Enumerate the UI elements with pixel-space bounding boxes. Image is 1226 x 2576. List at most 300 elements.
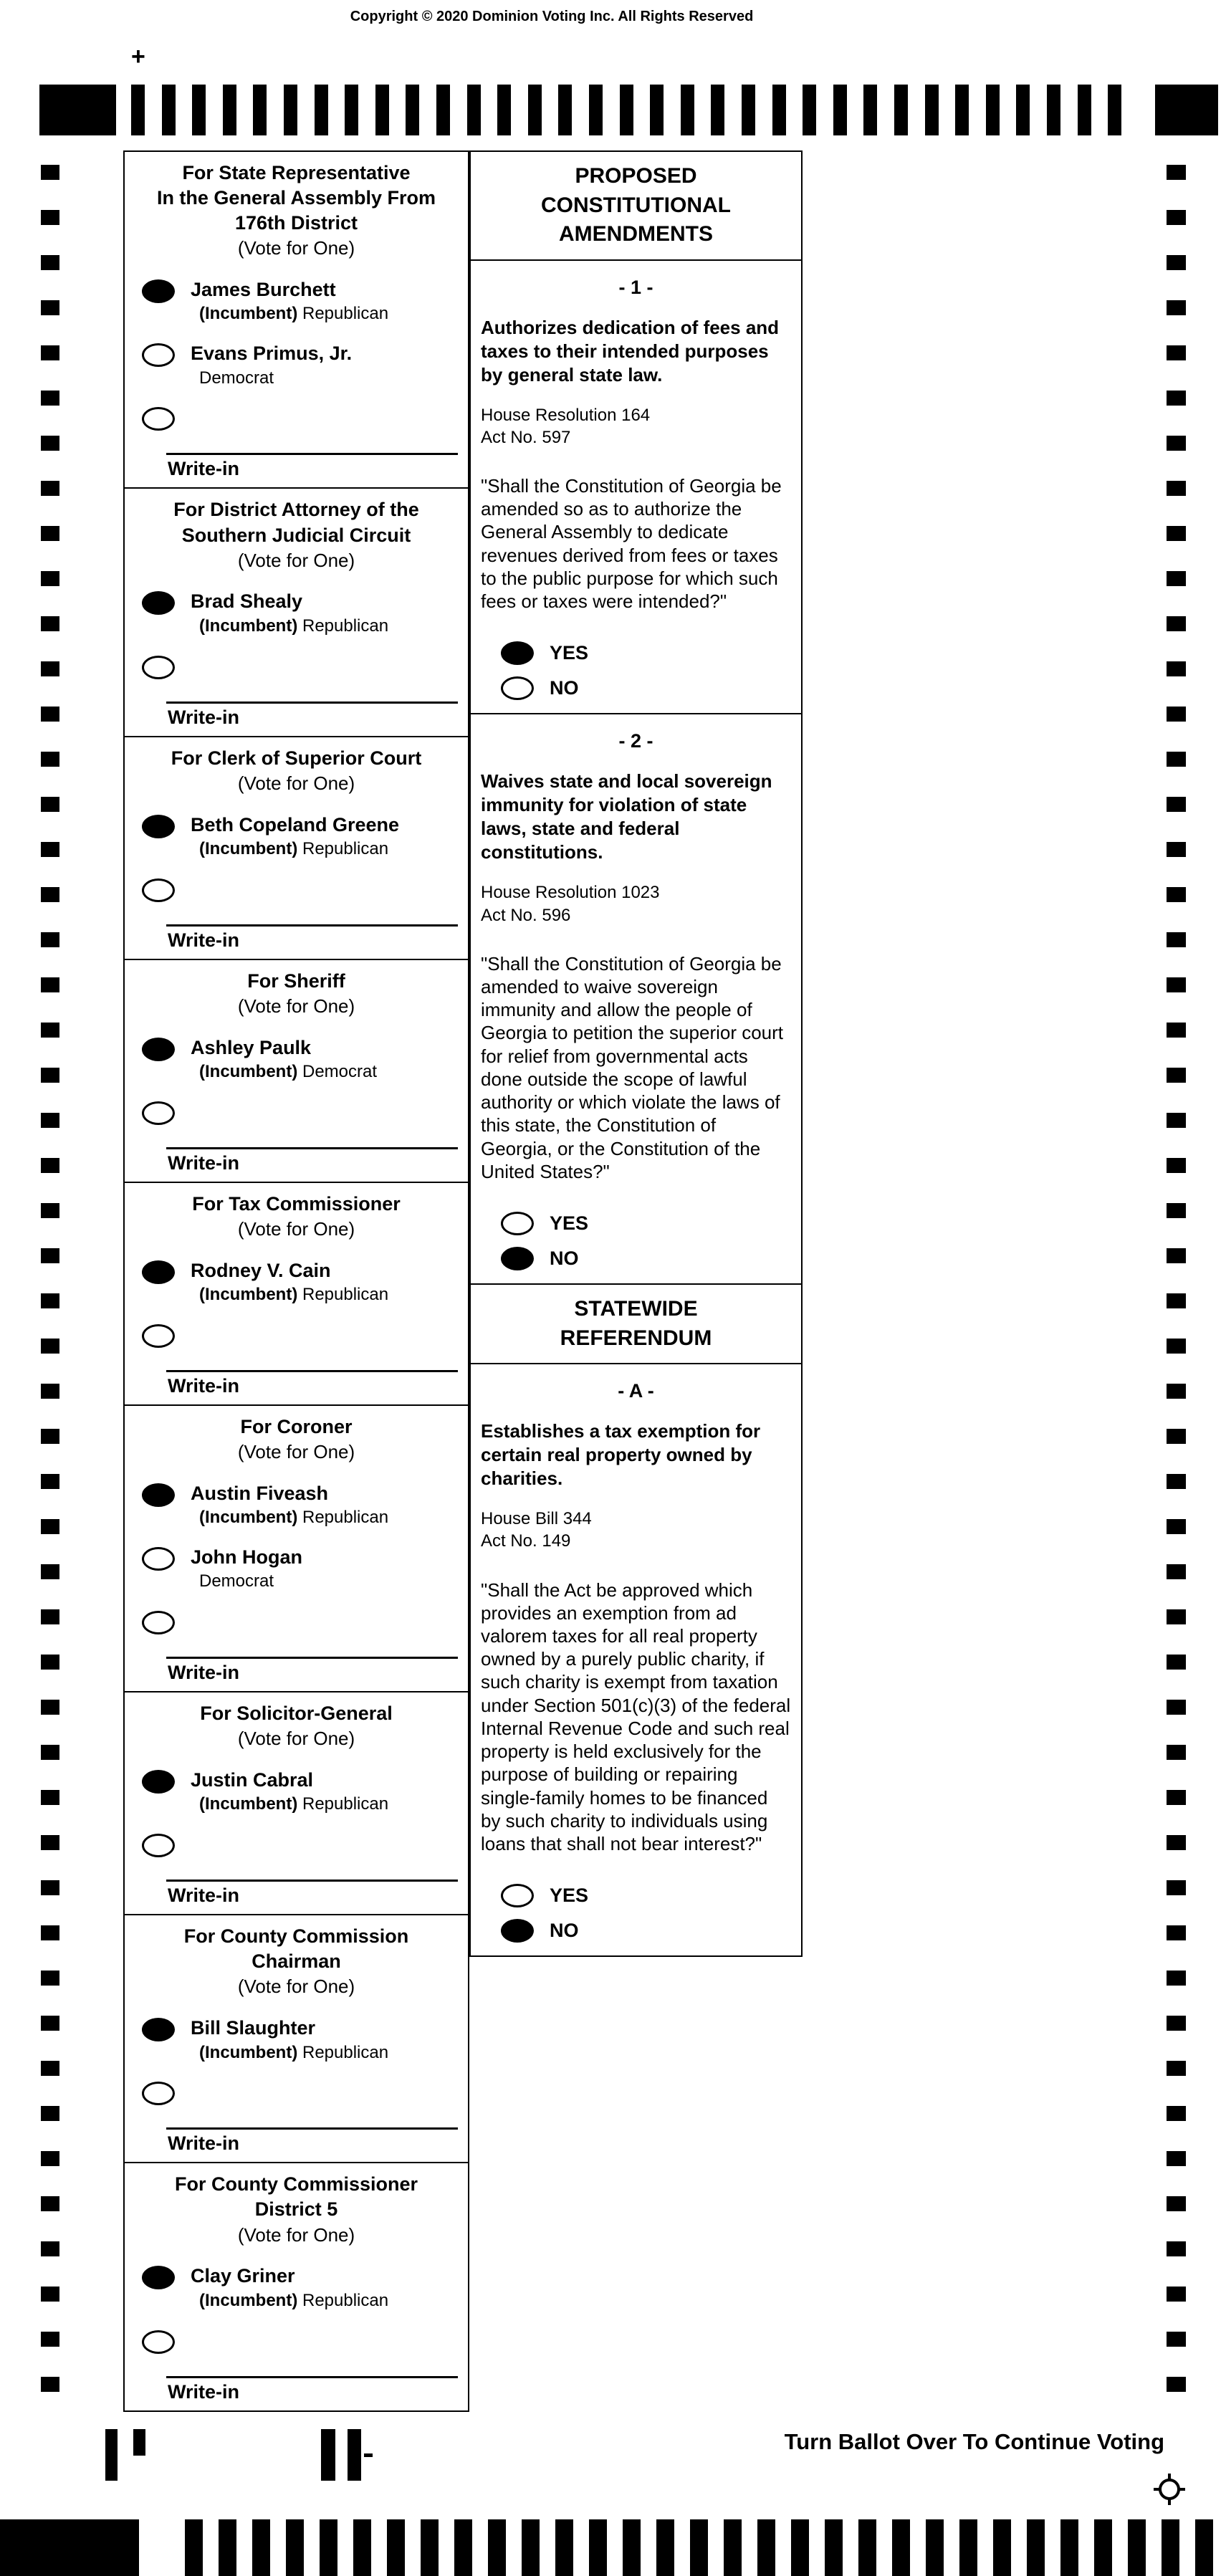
candidate-row (130, 2329, 462, 2357)
timing-mark (41, 1158, 59, 1173)
ballot-oval[interactable] (142, 1483, 175, 1507)
header-line: PROPOSED (575, 164, 697, 188)
vote-for-instruction: (Vote for One) (237, 1976, 355, 1998)
choice-label: YES (550, 1212, 589, 1235)
timing-mark (41, 1474, 59, 1489)
contest-title-line: For County Commission (183, 1925, 409, 1948)
ballot-oval[interactable] (142, 656, 175, 679)
timing-mark (436, 85, 450, 135)
contest-title (130, 1414, 462, 1440)
timing-mark (558, 85, 572, 135)
measure-box (471, 713, 801, 1283)
candidate-name: Rodney V. Cain (191, 1259, 331, 1281)
timing-mark (41, 2287, 59, 2302)
timing-mark (41, 345, 59, 360)
contest-box (125, 1182, 468, 1404)
ballot-code-dash (364, 2453, 373, 2457)
contest-title-line: For Sheriff (247, 969, 345, 992)
ballot-oval[interactable] (142, 2082, 175, 2105)
incumbent-label: (Incumbent) (199, 1285, 302, 1305)
timing-mark (650, 85, 664, 135)
write-in-area[interactable] (166, 453, 458, 482)
ballot-oval[interactable] (142, 815, 175, 838)
incumbent-label: (Incumbent) (199, 616, 302, 636)
timing-mark (41, 2061, 59, 2076)
candidate-party (199, 2291, 388, 2312)
timing-mark (41, 1880, 59, 1895)
party-label: Republican (302, 1794, 389, 1814)
candidate-row (130, 1036, 462, 1083)
timing-mark (41, 2377, 59, 2392)
candidate-name: Evans Primus, Jr. (191, 343, 353, 365)
timing-mark (1167, 1790, 1186, 1805)
timing-mark (1167, 2151, 1186, 2166)
timing-mark (1128, 2519, 1146, 2576)
authority-line: Act No. 596 (481, 905, 571, 925)
header-line: AMENDMENTS (559, 222, 713, 246)
ballot-oval[interactable] (501, 1919, 534, 1943)
candidate-list (130, 2264, 462, 2357)
candidate-name: James Burchett (191, 279, 336, 301)
timing-mark (41, 1564, 59, 1579)
write-in-label: Write-in (168, 2132, 239, 2155)
ballot-oval[interactable] (142, 1611, 175, 1634)
party-label: Republican (302, 616, 389, 636)
party-label: Republican (302, 1508, 389, 1528)
write-in-label: Write-in (168, 706, 239, 728)
timing-mark (345, 85, 358, 135)
write-in-area[interactable] (166, 702, 458, 730)
ballot-oval[interactable] (142, 407, 175, 431)
timing-mark (219, 2519, 236, 2576)
ballot-oval[interactable] (142, 1324, 175, 1348)
candidate-row (130, 654, 462, 683)
timing-mark (185, 2519, 203, 2576)
vote-for-instruction: (Vote for One) (237, 1440, 355, 1462)
timing-mark (1167, 932, 1186, 947)
ballot-code-mark (133, 2429, 145, 2456)
timing-mark (41, 481, 59, 496)
timing-mark (1167, 2287, 1186, 2302)
timing-mark (1167, 2106, 1186, 2121)
contest-title-line: For Tax Commissioner (192, 1192, 401, 1215)
candidate-row (130, 1259, 462, 1306)
incumbent-label: (Incumbent) (199, 304, 302, 324)
choice-label: NO (550, 1248, 579, 1270)
candidate-row (130, 2264, 462, 2311)
timing-mark (1167, 1113, 1186, 1128)
timing-mark (467, 85, 481, 135)
timing-mark (1167, 1925, 1186, 1940)
timing-mark (1167, 391, 1186, 406)
timing-mark (41, 1790, 59, 1805)
timing-mark (623, 2519, 641, 2576)
timing-mark (1078, 85, 1091, 135)
timing-mark (1167, 481, 1186, 496)
authority-line: House Bill 344 (481, 1509, 592, 1529)
timing-mark (41, 571, 59, 586)
timing-mark (41, 2196, 59, 2211)
timing-mark (41, 2332, 59, 2347)
timing-mark (1167, 436, 1186, 451)
timing-mark (1167, 571, 1186, 586)
ballot-code-mark (105, 2429, 118, 2481)
vote-for-instruction: (Vote for One) (237, 995, 355, 1017)
timing-mark (1167, 842, 1186, 857)
contest-title-line: For District Attorney of the (173, 499, 419, 521)
timing-mark (41, 752, 59, 767)
choice-row (501, 641, 791, 665)
timing-mark (1167, 1519, 1186, 1534)
candidate-name: Bill Slaughter (191, 2017, 316, 2039)
timing-mark (993, 2519, 1011, 2576)
contest-title (130, 2172, 462, 2222)
incumbent-label: (Incumbent) (199, 2042, 302, 2062)
candidate-row (130, 1832, 462, 1861)
candidate-party (199, 1062, 377, 1083)
timing-mark (41, 1429, 59, 1444)
timing-mark (41, 2016, 59, 2031)
timing-mark (1167, 2332, 1186, 2347)
measure-choices (481, 641, 791, 700)
contest-title (130, 1701, 462, 1726)
candidate-row (130, 2016, 462, 2063)
alignment-plus-icon: + (131, 43, 145, 70)
timing-mark (253, 85, 267, 135)
timing-mark (41, 1655, 59, 1670)
timing-mark (1108, 85, 1121, 135)
timing-mark (41, 1971, 59, 1986)
timing-mark (1027, 2519, 1045, 2576)
write-in-area[interactable] (166, 2127, 458, 2156)
ballot-oval[interactable] (142, 1038, 175, 1061)
timing-mark (284, 85, 297, 135)
candidate-name: Clay Griner (191, 2265, 295, 2287)
timing-mark-block (39, 85, 116, 135)
ballot-oval[interactable] (142, 878, 175, 902)
timing-mark (522, 2519, 540, 2576)
ballot-oval[interactable] (142, 2266, 175, 2289)
ballot-oval[interactable] (142, 1547, 175, 1571)
authority-line: House Resolution 164 (481, 405, 651, 425)
choice-row (501, 1212, 791, 1235)
timing-mark (41, 1068, 59, 1083)
timing-mark (1167, 2241, 1186, 2256)
timing-mark (41, 1745, 59, 1760)
timing-mark (1167, 1971, 1186, 1986)
timing-mark (41, 2106, 59, 2121)
contest-box (125, 959, 468, 1182)
contest-title-line: Southern Judicial Circuit (181, 524, 411, 546)
measure-number: - 1 - (618, 276, 653, 298)
timing-mark (454, 2519, 472, 2576)
timing-mark (986, 85, 1000, 135)
candidate-name: John Hogan (191, 1546, 302, 1568)
measure-box (471, 1363, 801, 1955)
choice-row (501, 1884, 791, 1907)
timing-mark (41, 436, 59, 451)
timing-mark (41, 1384, 59, 1399)
candidate-row (130, 278, 462, 325)
contest-box (125, 1914, 468, 2162)
ballot-oval[interactable] (501, 1212, 534, 1235)
party-label: Democrat (199, 1571, 274, 1591)
choice-label: YES (550, 1885, 589, 1907)
timing-mark (1195, 2519, 1213, 2576)
incumbent-label: (Incumbent) (199, 1794, 302, 1814)
timing-mark (1167, 1880, 1186, 1895)
write-in-label: Write-in (168, 1885, 239, 1907)
ballot-oval[interactable] (142, 1770, 175, 1794)
timing-mark (959, 2519, 977, 2576)
timing-mark-block (1155, 85, 1218, 135)
candidate-party (199, 1285, 388, 1306)
timing-mark (690, 2519, 708, 2576)
timing-mark (1167, 1203, 1186, 1218)
ballot-code-mark (348, 2429, 361, 2481)
timing-mark (41, 1700, 59, 1715)
measures-column (469, 150, 803, 1957)
candidate-row (130, 1323, 462, 1351)
write-in-area[interactable] (166, 1147, 458, 1176)
timing-mark (1167, 2377, 1186, 2392)
measure-authority (481, 404, 791, 449)
contest-box (125, 1691, 468, 1914)
candidate-list (130, 278, 462, 434)
timing-mark (41, 1925, 59, 1940)
timing-mark (41, 1203, 59, 1218)
ballot-oval[interactable] (142, 591, 175, 615)
timing-mark (41, 932, 59, 947)
timing-mark (1167, 526, 1186, 541)
timing-mark (1167, 887, 1186, 902)
authority-line: Act No. 149 (481, 1531, 571, 1551)
candidate-party (199, 304, 388, 325)
measure-question: "Shall the Constitution of Georgia be amended so as to authorize the General Assembly to dedicate revenues derived from fees or taxes to the public purpose for which such fees or taxes were intended?" (481, 474, 782, 613)
vote-for-instruction: (Vote for One) (237, 549, 355, 571)
measure-question: "Shall the Constitution of Georgia be amended to waive sovereign immunity and allow the people of Georgia to petition the superior court for relief from governmental acts done outside the scope of lawful authority or which violate the laws of this state, the Constitution of Georgia, or the Constitution of the United States?" (481, 952, 784, 1182)
timing-mark (894, 85, 908, 135)
ballot-oval[interactable] (142, 2330, 175, 2354)
measure-authority (481, 1508, 791, 1552)
timing-mark (742, 85, 755, 135)
ballot-oval[interactable] (142, 1834, 175, 1857)
timing-mark (1047, 85, 1060, 135)
ballot-oval[interactable] (142, 2018, 175, 2041)
write-in-area[interactable] (166, 924, 458, 953)
ballot-oval[interactable] (142, 1260, 175, 1284)
measure-summary: Establishes a tax exemption for certain real property owned by charities. (481, 1420, 761, 1490)
timing-mark (41, 1339, 59, 1354)
candidate-name: Justin Cabral (191, 1769, 314, 1791)
ballot-oval[interactable] (501, 1247, 534, 1270)
candidate-row (130, 1546, 462, 1592)
header-line: REFERENDUM (560, 1326, 712, 1350)
contest-title (130, 161, 462, 236)
ballot-oval[interactable] (501, 676, 534, 700)
write-in-label: Write-in (168, 2380, 239, 2403)
timing-mark (353, 2519, 371, 2576)
measure-question: "Shall the Act be approved which provides an exemption from ad valorem taxes for all real property owned by a purely public charity, if such charity is exempt from taxation under Section 501(c)(3) of the federal Internal Revenue Code and such real property is held exclusively for the purpose of building or repairing single-family homes to be financed by such charity to individuals using loans that shall not bear interest?" (481, 1579, 791, 1855)
timing-mark (406, 85, 419, 135)
timing-mark (1167, 210, 1186, 225)
timing-mark (589, 2519, 607, 2576)
timing-mark (1167, 1158, 1186, 1173)
timing-mark (892, 2519, 910, 2576)
write-in-area[interactable] (166, 1880, 458, 1908)
candidate-row (130, 1482, 462, 1528)
timing-mark (162, 85, 176, 135)
write-in-area[interactable] (166, 1657, 458, 1685)
candidate-row (130, 877, 462, 906)
timing-mark (497, 85, 511, 135)
registration-target-icon (1152, 2472, 1187, 2506)
write-in-area[interactable] (166, 1370, 458, 1399)
write-in-label: Write-in (168, 458, 239, 480)
timing-mark (192, 85, 206, 135)
timing-mark (1167, 1564, 1186, 1579)
timing-mark (724, 2519, 742, 2576)
timing-mark (620, 85, 633, 135)
timing-mark (41, 210, 59, 225)
contest-title-line: For Solicitor-General (200, 1703, 393, 1725)
candidate-row (130, 2080, 462, 2109)
write-in-area[interactable] (166, 2376, 458, 2405)
candidate-name: Ashley Paulk (191, 1036, 312, 1058)
timing-mark (926, 2519, 944, 2576)
ballot-oval[interactable] (142, 279, 175, 303)
timing-mark (41, 1609, 59, 1624)
timing-mark (1167, 1339, 1186, 1354)
write-in-label: Write-in (168, 1151, 239, 1174)
choice-label: NO (550, 1920, 579, 1942)
timing-mark (41, 391, 59, 406)
timing-mark (1060, 2519, 1078, 2576)
ballot-oval[interactable] (142, 1101, 175, 1125)
timing-mark (1167, 2061, 1186, 2076)
timing-mark (1167, 797, 1186, 812)
candidate-name: Beth Copeland Greene (191, 813, 400, 835)
candidate-row (130, 342, 462, 388)
timing-mark (41, 887, 59, 902)
referendum-header (471, 1283, 801, 1363)
contest-title-line: For Clerk of Superior Court (171, 747, 422, 769)
timing-mark (320, 2519, 337, 2576)
timing-mark (925, 85, 939, 135)
timing-mark (1167, 1474, 1186, 1489)
candidate-party (199, 1794, 388, 1815)
timing-mark (772, 85, 786, 135)
contest-title-line: For State Representative (182, 162, 411, 183)
timing-mark (1167, 1745, 1186, 1760)
timing-mark (1167, 300, 1186, 315)
contest-title-line: For County Commissioner (174, 2173, 418, 2196)
header-line: STATEWIDE (574, 1297, 698, 1321)
timing-mark (41, 1519, 59, 1534)
timing-mark (315, 85, 328, 135)
candidate-row (130, 1609, 462, 1638)
candidate-party (199, 1571, 302, 1592)
timing-mark (656, 2519, 674, 2576)
timing-mark (528, 85, 542, 135)
choice-label: YES (550, 642, 589, 664)
contest-title-line: Chairman (252, 1950, 341, 1973)
timing-mark (1167, 2016, 1186, 2031)
candidate-list (130, 1768, 462, 1861)
authority-line: House Resolution 1023 (481, 883, 660, 903)
measure-choices (481, 1884, 791, 1943)
ballot-oval[interactable] (142, 343, 175, 367)
timing-mark (41, 1023, 59, 1038)
candidate-party (199, 839, 399, 860)
candidate-row (130, 590, 462, 636)
contest-box (125, 2162, 468, 2410)
candidate-row (130, 1768, 462, 1815)
contest-box (125, 487, 468, 735)
candidate-row (130, 406, 462, 434)
timing-mark (252, 2519, 270, 2576)
timing-mark (1167, 977, 1186, 992)
timing-mark (41, 842, 59, 857)
timing-mark (488, 2519, 506, 2576)
incumbent-label: (Incumbent) (199, 2290, 302, 2310)
ballot-oval[interactable] (501, 1884, 534, 1907)
timing-mark (41, 300, 59, 315)
timing-mark (1167, 616, 1186, 631)
candidate-list (130, 2016, 462, 2109)
contest-title-line: For Coroner (240, 1415, 353, 1437)
timing-mark (1167, 752, 1186, 767)
contest-title (130, 746, 462, 771)
turn-ballot-over-instruction: Turn Ballot Over To Continue Voting (784, 2429, 1164, 2454)
measure-summary: Authorizes dedication of fees and taxes to their intended purposes by general state law. (481, 316, 780, 386)
timing-mark (41, 1293, 59, 1308)
timing-mark (41, 526, 59, 541)
measure-authority (481, 881, 791, 926)
incumbent-label: (Incumbent) (199, 838, 302, 858)
timing-mark (589, 85, 603, 135)
timing-mark (41, 1113, 59, 1128)
header-line: CONSTITUTIONAL (541, 193, 731, 217)
timing-mark (1167, 1384, 1186, 1399)
candidate-row (130, 813, 462, 860)
contest-title-line: District 5 (254, 2198, 338, 2221)
timing-mark (955, 85, 969, 135)
timing-mark (41, 165, 59, 180)
contest-box (125, 736, 468, 959)
timing-mark (1094, 2519, 1112, 2576)
candidate-list (130, 813, 462, 906)
timing-mark (803, 85, 816, 135)
vote-for-instruction: (Vote for One) (237, 772, 355, 794)
timing-mark (1167, 1655, 1186, 1670)
candidate-name: Brad Shealy (191, 590, 303, 613)
timing-mark (223, 85, 236, 135)
contest-title (130, 497, 462, 547)
ballot-oval[interactable] (501, 641, 534, 665)
timing-mark (41, 977, 59, 992)
timing-mark (41, 707, 59, 722)
write-in-label: Write-in (168, 1662, 239, 1684)
vote-for-instruction: (Vote for One) (237, 2223, 355, 2246)
timing-mark (1167, 255, 1186, 270)
timing-mark (711, 85, 724, 135)
choice-row (501, 676, 791, 700)
timing-mark (41, 255, 59, 270)
referendum-list (471, 1363, 801, 1955)
timing-mark (1167, 1609, 1186, 1624)
contest-title-line: In the General Assembly From (156, 187, 436, 209)
